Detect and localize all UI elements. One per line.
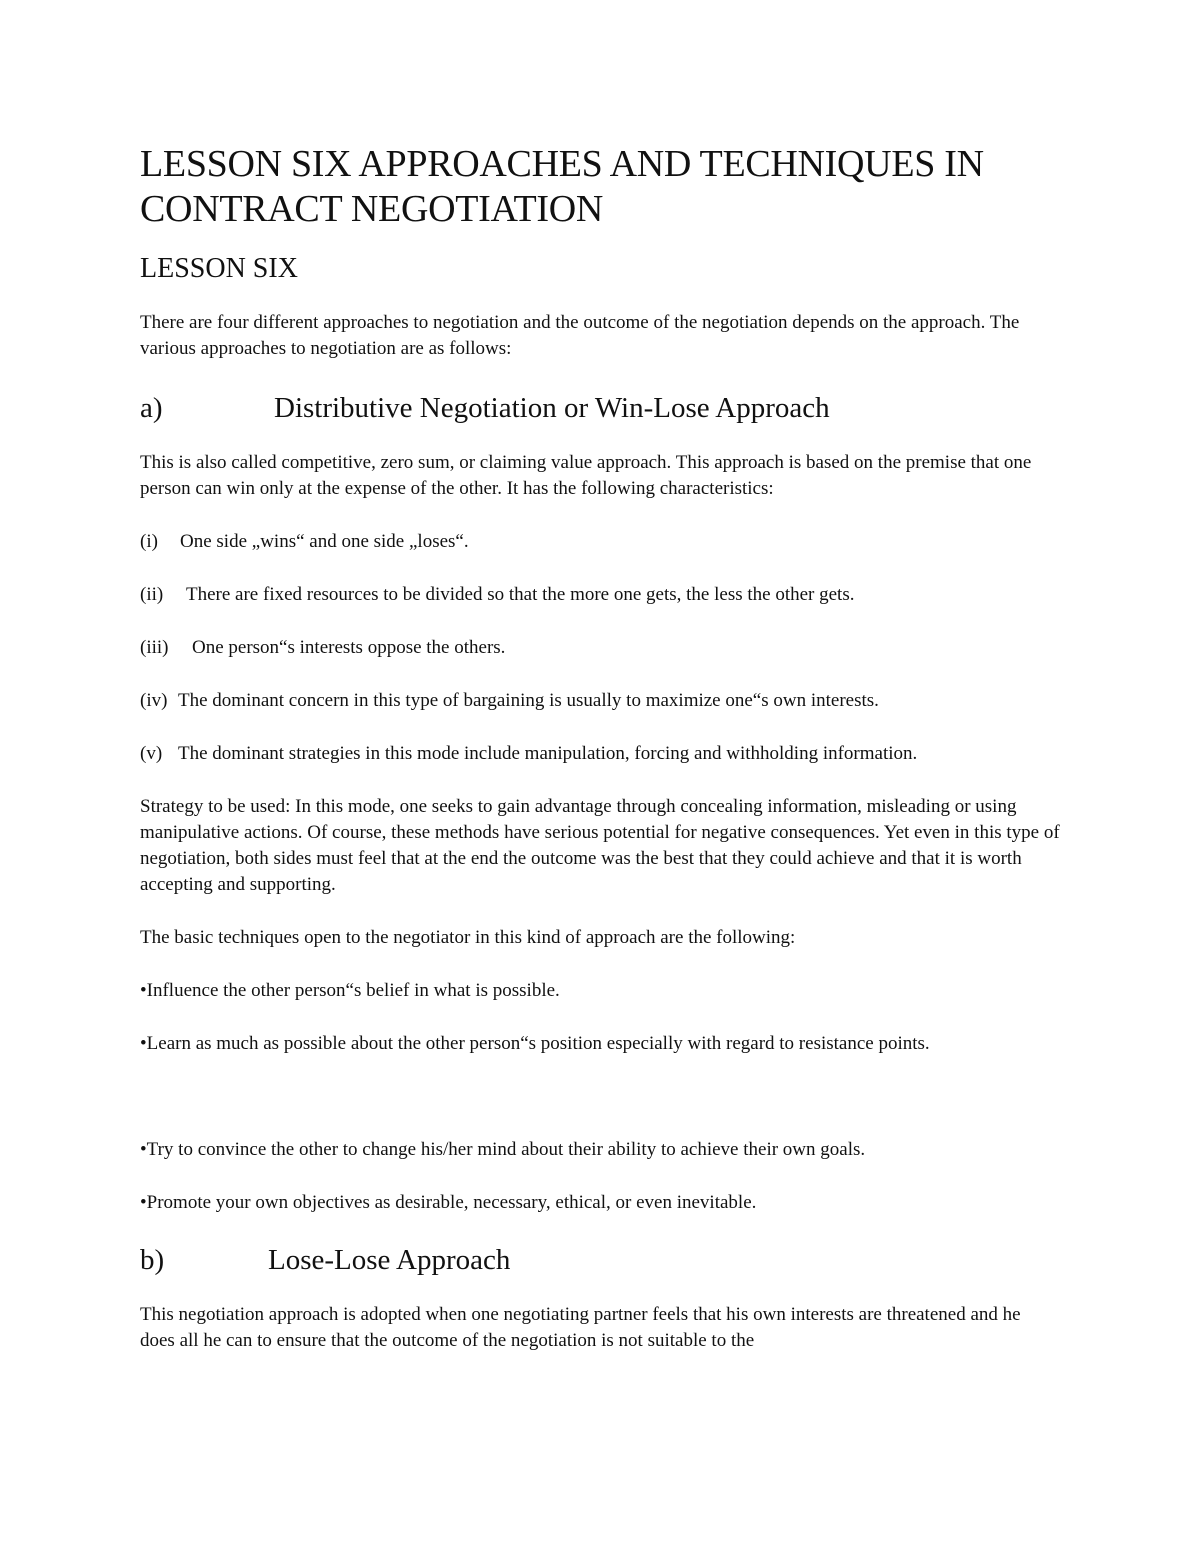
list-item-number: (i) (140, 531, 158, 552)
list-item-text: One person“s interests oppose the others. (192, 637, 506, 658)
technique-bullet: •Learn as much as possible about the other person“s position especially with regard to resistance points. (140, 1033, 930, 1054)
list-item-text: There are fixed resources to be divided so that the more one gets, the less the other gets. (186, 584, 855, 605)
document-content (140, 142, 1060, 1354)
techniques-intro: The basic techniques open to the negotiator in this kind of approach are the following: (140, 927, 796, 948)
list-item (140, 582, 1060, 608)
section-b-title: Lose-Lose Approach (268, 1244, 511, 1276)
list-item-number: (iii) (140, 637, 169, 658)
technique-bullet: •Influence the other person“s belief in what is possible. (140, 980, 560, 1001)
section-b-description: This negotiation approach is adopted when one negotiating partner feels that his own interests are threatened and he does all he can to ensure that the outcome of the negotiation is not suitable to the (140, 1304, 1021, 1351)
list-item (140, 635, 1060, 661)
list-item (140, 688, 1060, 714)
list-item (140, 529, 1060, 555)
lesson-subtitle: LESSON SIX (140, 253, 298, 284)
list-item (140, 741, 1060, 767)
list-item-text: One side „wins“ and one side „loses“. (180, 531, 469, 552)
list-item-text: The dominant concern in this type of bargaining is usually to maximize one“s own interests. (178, 690, 879, 711)
section-b-heading (140, 1242, 1060, 1278)
technique-bullet: •Try to convince the other to change his/her mind about their ability to achieve their own goals. (140, 1139, 866, 1160)
section-a-marker: a) (140, 392, 163, 424)
section-b-marker: b) (140, 1244, 165, 1276)
technique-bullet: •Promote your own objectives as desirable, necessary, ethical, or even inevitable. (140, 1192, 757, 1213)
section-a-title: Distributive Negotiation or Win-Lose Approach (274, 392, 830, 424)
intro-paragraph: There are four different approaches to negotiation and the outcome of the negotiation depends on the approach. The various approaches to negotiation are as follows: (140, 312, 1020, 359)
list-item-text: The dominant strategies in this mode include manipulation, forcing and withholding information. (178, 743, 918, 764)
list-item-number: (iv) (140, 690, 168, 711)
list-item-number: (v) (140, 743, 163, 764)
list-item-number: (ii) (140, 584, 164, 605)
section-a-heading (140, 390, 1060, 426)
section-a-description: This is also called competitive, zero sum, or claiming value approach. This approach is based on the premise that one person can win only at the expense of the other. It has the following characteristics: (140, 452, 1032, 499)
strategy-paragraph: Strategy to be used: In this mode, one seeks to gain advantage through concealing information, misleading or using manipulative actions. Of course, these methods have serious potential for negative consequences. Yet even in this type of negotiation, both sides must feel that at the end the outcome was the best that they could achieve and that it is worth accepting and supporting. (140, 796, 1060, 895)
document-title: LESSON SIX APPROACHES AND TECHNIQUES IN CONTRACT NEGOTIATION (140, 143, 984, 230)
